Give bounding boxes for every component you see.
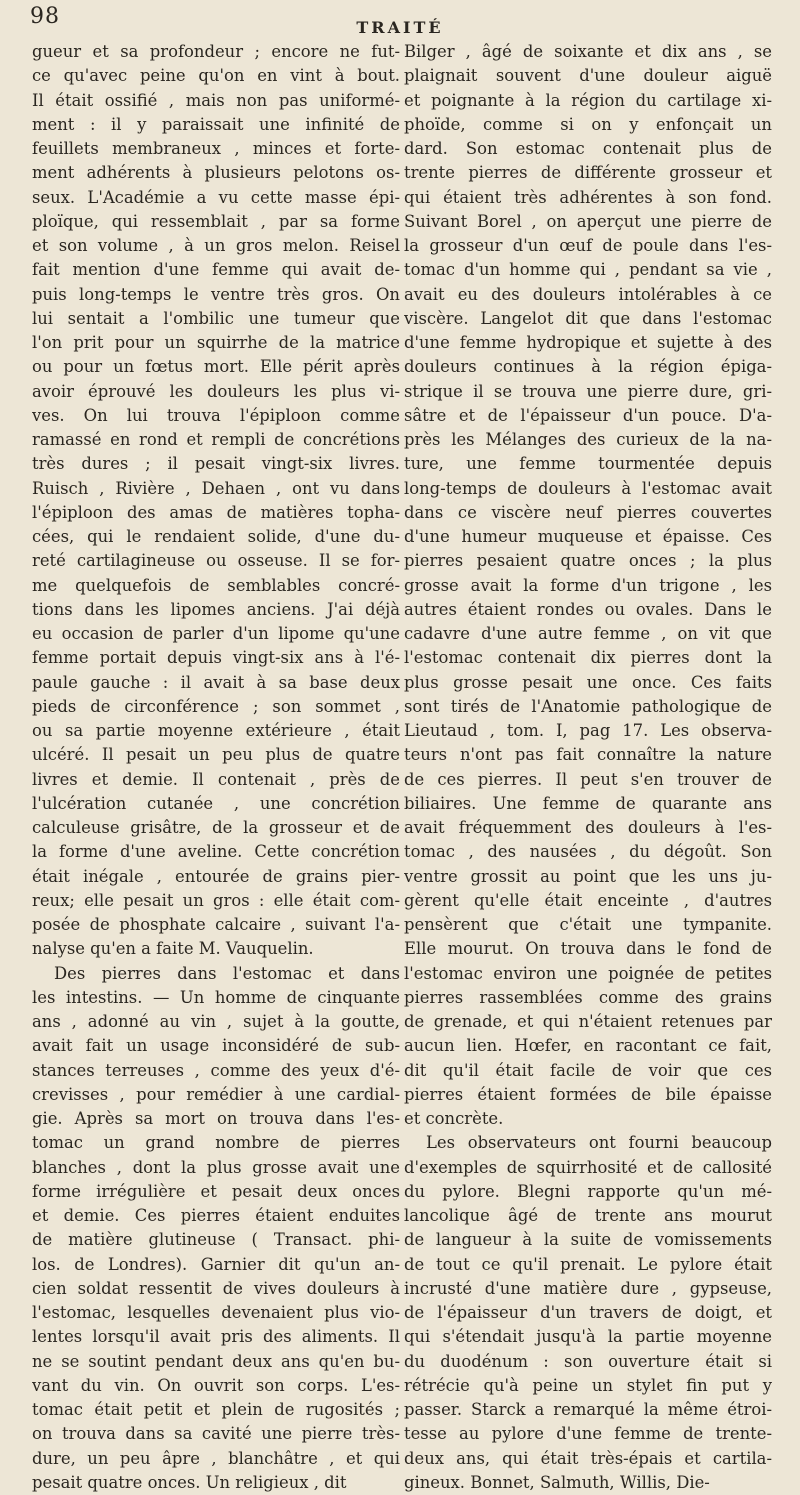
text-line: de langueur à la suite de vomissements	[404, 1230, 772, 1250]
text-line: près les Mélanges des curieux de la na-	[404, 430, 772, 449]
text-line: biliaires. Une femme de quarante ans	[404, 793, 772, 813]
text-line: gie. Après sa mort on trouva dans l'es-	[32, 1109, 400, 1128]
text-line: phoïde, comme si on y enfonçait un	[404, 114, 772, 134]
text-line: livres et demie. Il contenait , près de	[32, 769, 400, 789]
text-line: avait fréquemment des douleurs à l'es-	[404, 818, 772, 837]
text-line: trente pierres de différente grosseur et	[404, 163, 772, 183]
text-line: on trouva dans sa cavité une pierre très-	[32, 1424, 400, 1444]
text-line: calculeuse grisâtre, de la grosseur et de	[32, 818, 400, 837]
text-line: douleurs continues à la région épiga-	[404, 357, 772, 377]
text-line: plaignait souvent d'une douleur aiguë	[404, 66, 772, 86]
text-line: avoir éprouvé les douleurs les plus vi-	[32, 381, 400, 401]
text-line: ans , adonné au vin , sujet à la goutte,	[32, 1012, 400, 1031]
text-line: cien soldat ressentit de vives douleurs à	[32, 1278, 400, 1298]
text-line: stances terreuses , comme des yeux d'é-	[32, 1060, 400, 1080]
text-line: gineux. Bonnet, Salmuth, Willis, Die-	[404, 1472, 710, 1492]
text-line: les intestins. — Un homme de cinquante	[32, 987, 400, 1007]
text-line: de ces pierres. Il peut s'en trouver de	[404, 769, 772, 789]
text-line: du duodénum : son ouverture était si	[404, 1351, 772, 1371]
text-line: Lieutaud , tom. I, pag 17. Les observa-	[404, 721, 772, 740]
text-line: ventre grossit au point que les uns ju-	[404, 866, 772, 886]
text-line: d'une humeur muqueuse et épaisse. Ces	[404, 527, 772, 546]
text-line: feuillets membraneux , minces et forte-	[32, 139, 400, 158]
text-line: tomac d'un homme qui , pendant sa vie ,	[404, 260, 772, 280]
text-line: pierres pesaient quatre onces ; la plus	[404, 551, 772, 571]
text-line: rétrécie qu'à peine un stylet fin put y	[404, 1375, 772, 1395]
text-line: puis long-temps le ventre très gros. On	[32, 284, 400, 304]
text-line: tomac était petit et plein de rugosités ;	[32, 1400, 400, 1419]
text-line: qui étaient très adhérentes à son fond.	[404, 187, 772, 207]
text-line: aucun lien. Hœfer, en racontant ce fait,	[404, 1036, 772, 1056]
text-line: plus grosse pesait une once. Ces faits	[404, 672, 772, 692]
text-line: ne se soutint pendant deux ans qu'en bu-	[32, 1351, 400, 1371]
text-line: pieds de circonférence ; son sommet ,	[32, 696, 400, 716]
text-line: dure, un peu âpre , blanchâtre , et qui	[32, 1448, 400, 1468]
text-line: sont tirés de l'Anatomie pathologique de	[404, 696, 772, 716]
text-line: seux. L'Académie a vu cette masse épi-	[32, 187, 400, 207]
text-line: d'une femme hydropique et sujette à des	[404, 333, 772, 352]
text-line: ramassé en rond et rempli de concrétions	[32, 430, 400, 449]
text-line: blanches , dont la plus grosse avait une	[32, 1157, 400, 1177]
text-line: pierres étaient formées de bile épaisse	[404, 1084, 772, 1104]
text-line: ves. On lui trouva l'épiploon comme	[32, 405, 400, 425]
text-line: avait fait un usage inconsidéré de sub-	[32, 1036, 400, 1056]
text-line: de matière glutineuse ( Transact. phi-	[32, 1230, 400, 1250]
text-line: deux ans, qui était très-épais et cartila-	[404, 1448, 772, 1468]
text-line: cées, qui le rendaient solide, d'une du-	[32, 527, 400, 546]
text-line: posée de phosphate calcaire , suivant l'a-	[32, 915, 400, 934]
text-line: l'estomac contenait dix pierres dont la	[404, 648, 772, 668]
text-line: et poignante à la région du cartilage xi-	[404, 90, 772, 110]
text-line: pesait quatre onces. Un religieux , dit	[32, 1472, 347, 1492]
text-line: lancolique âgé de trente ans mourut	[404, 1206, 772, 1225]
text-line: me quelquefois de semblables concré-	[32, 575, 400, 595]
text-line: ou pour un fœtus mort. Elle périt après	[32, 357, 400, 377]
text-line: viscère. Langelot dit que dans l'estomac	[404, 308, 772, 328]
text-line: ture, une femme tourmentée depuis	[404, 454, 772, 474]
text-line: la forme d'une aveline. Cette concrétion	[32, 842, 400, 862]
text-line: eu occasion de parler d'un lipome qu'une	[32, 624, 400, 643]
text-line: très dures ; il pesait vingt-six livres.	[32, 454, 400, 474]
text-line: tomac , des nausées , du dégoût. Son	[404, 842, 772, 862]
running-head: TRAITÉ	[356, 18, 444, 37]
text-line: Ruisch , Rivière , Dehaen , ont vu dans	[32, 478, 400, 498]
text-line: femme portait depuis vingt-six ans à l'é-	[32, 648, 400, 668]
text-line: était inégale , entourée de grains pier-	[32, 866, 400, 886]
text-line: strique il se trouva une pierre dure, gri-	[404, 381, 772, 401]
text-line: los. de Londres). Garnier dit qu'un an-	[32, 1254, 400, 1274]
text-line: ploïque, qui ressemblait , par sa forme	[32, 211, 400, 231]
text-line: cadavre d'une autre femme , on vit que	[404, 624, 772, 643]
text-line: passer. Starck a remarqué la même étroi-	[404, 1400, 772, 1419]
text-line: l'estomac, lesquelles devenaient plus vio-	[32, 1303, 400, 1322]
text-line: tesse au pylore d'une femme de trente-	[404, 1424, 772, 1444]
text-line: grosse avait la forme d'un trigone , les	[404, 575, 772, 595]
text-line: lui sentait a l'ombilic une tumeur que	[32, 308, 400, 328]
text-line: Suivant Borel , on aperçut une pierre de	[404, 211, 772, 231]
text-line: d'exemples de squirrhosité et de callosité	[404, 1157, 772, 1177]
text-line: fait mention d'une femme qui avait de-	[32, 260, 400, 280]
text-line: autres étaient rondes ou ovales. Dans le	[404, 599, 772, 619]
text-line: et concrète.	[404, 1109, 504, 1128]
text-line: pierres rassemblées comme des grains	[404, 987, 772, 1007]
text-line: Bilger , âgé de soixante et dix ans , se	[404, 42, 772, 61]
text-line: et demie. Ces pierres étaient enduites	[32, 1206, 400, 1225]
text-line: l'épiploon des amas de matières topha-	[32, 502, 400, 522]
text-line: du pylore. Blegni rapporte qu'un mé-	[404, 1181, 772, 1201]
text-line: qui s'étendait jusqu'à la partie moyenne	[404, 1327, 772, 1347]
text-line: sâtre et de l'épaisseur d'un pouce. D'a-	[404, 405, 772, 425]
text-line: dit qu'il était facile de voir que ces	[404, 1060, 772, 1080]
text-line: ment : il y paraissait une infinité de	[32, 114, 400, 134]
text-line: ment adhérents à plusieurs pelotons os-	[32, 163, 400, 183]
text-line: vant du vin. On ouvrit son corps. L'es-	[32, 1375, 400, 1395]
text-line: Il était ossifié , mais non pas uniformé-	[32, 90, 400, 110]
text-line: dard. Son estomac contenait plus de	[404, 139, 772, 158]
text-line: ou sa partie moyenne extérieure , était	[32, 721, 400, 740]
text-line: pensèrent que c'était une tympanite.	[404, 915, 772, 934]
text-line: de tout ce qu'il prenait. Le pylore était	[404, 1254, 772, 1274]
text-line: tions dans les lipomes anciens. J'ai déjà	[32, 599, 400, 619]
text-line: lentes lorsqu'il avait pris des aliments. Il	[32, 1327, 400, 1347]
text-line: ce qu'avec peine qu'on en vint à bout.	[32, 66, 400, 86]
text-line: teurs n'ont pas fait connaître la nature	[404, 745, 772, 765]
text-line: Elle mourut. On trouva dans le fond de	[404, 939, 772, 959]
text-line: Des pierres dans l'estomac et dans	[54, 963, 400, 983]
page-number: 98	[30, 4, 60, 29]
text-line: reux; elle pesait un gros : elle était com-	[32, 890, 400, 910]
text-line: de grenade, et qui n'étaient retenues par	[404, 1012, 772, 1031]
text-line: avait eu des douleurs intolérables à ce	[404, 284, 772, 304]
text-line: la grosseur d'un œuf de poule dans l'es-	[404, 236, 772, 255]
text-line: crevisses , pour remédier à une cardial-	[32, 1084, 400, 1104]
text-line: dans ce viscère neuf pierres couvertes	[404, 502, 772, 522]
text-line: l'on prit pour un squirrhe de la matrice	[32, 333, 400, 352]
text-line: long-temps de douleurs à l'estomac avait	[404, 478, 772, 498]
text-line: l'ulcération cutanée , une concrétion	[32, 793, 400, 813]
text-line: tomac un grand nombre de pierres	[32, 1133, 400, 1153]
text-line: forme irrégulière et pesait deux onces	[32, 1181, 400, 1201]
text-line: gèrent qu'elle était enceinte , d'autres	[404, 890, 772, 910]
text-line: gueur et sa profondeur ; encore ne fut-	[32, 42, 400, 61]
text-line: incrusté d'une matière dure , gypseuse,	[404, 1278, 772, 1298]
text-line: et son volume , à un gros melon. Reisel	[32, 236, 400, 255]
text-line: paule gauche : il avait à sa base deux	[32, 672, 400, 692]
text-line: de l'épaisseur d'un travers de doigt, et	[404, 1303, 772, 1322]
left-column	[32, 40, 400, 1495]
text-line: nalyse qu'en a faite M. Vauquelin.	[32, 939, 314, 959]
text-line: Les observateurs ont fourni beaucoup	[426, 1133, 772, 1153]
right-column	[404, 40, 772, 1495]
text-line: ulcéré. Il pesait un peu plus de quatre	[32, 745, 400, 765]
text-line: l'estomac environ une poignée de petites	[404, 963, 772, 983]
text-line: reté cartilagineuse ou osseuse. Il se for-	[32, 551, 400, 571]
